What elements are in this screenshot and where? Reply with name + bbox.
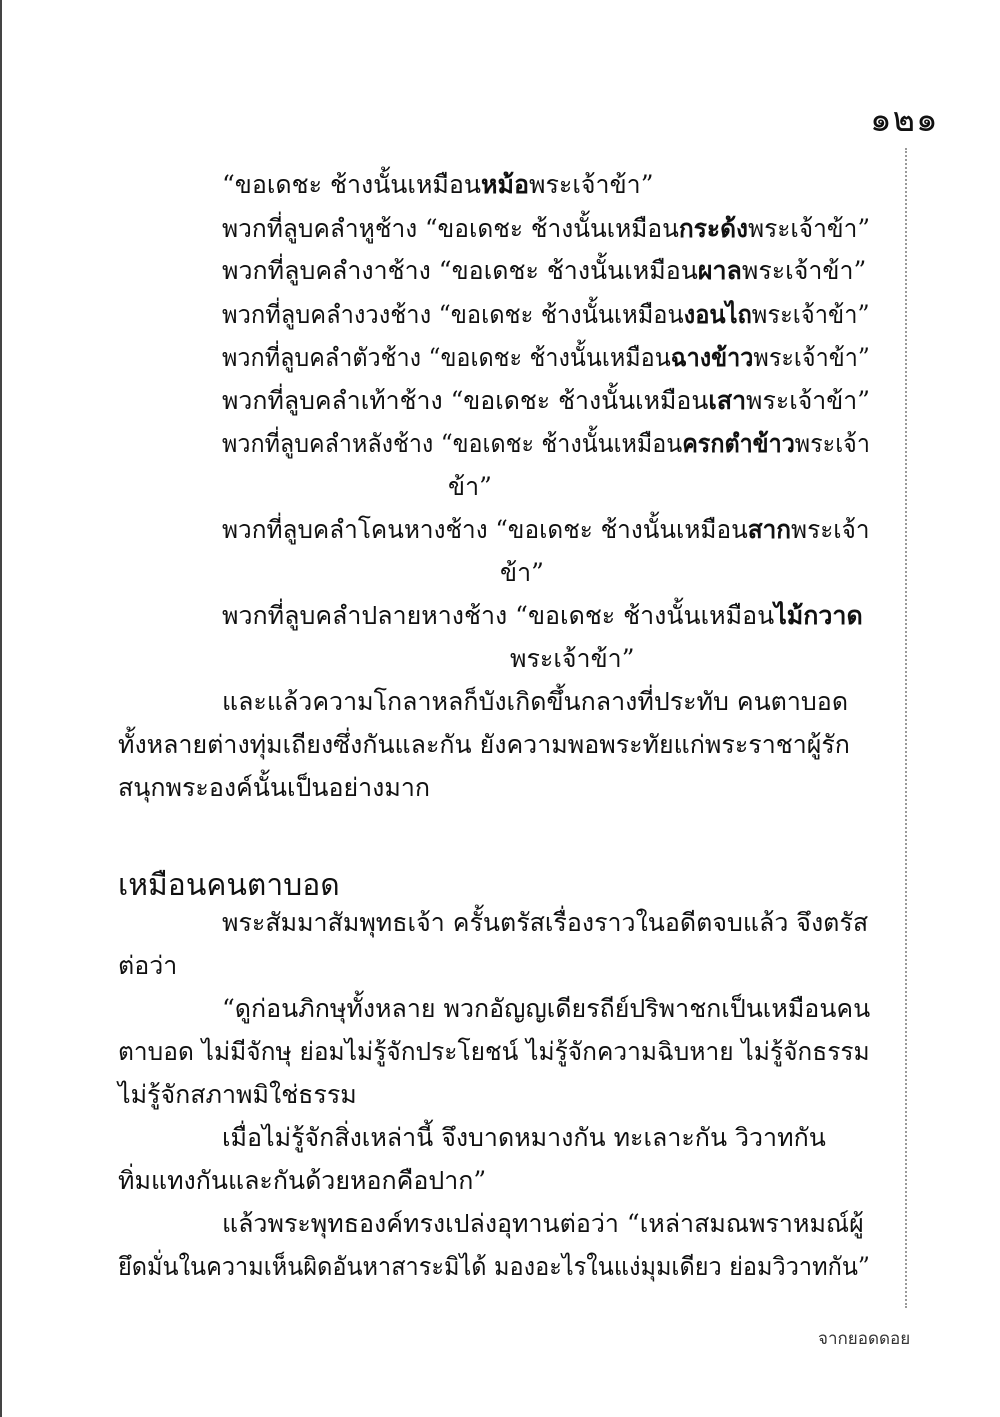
paragraph-line: พระสัมมาสัมพุทธเจ้า ครั้นตรัสเรื่องราวในอดีตจบแล้ว จึงตรัส: [222, 908, 869, 937]
section-heading: เหมือนคนตาบอด: [118, 868, 340, 903]
quote-line: พระเจ้าข้า”: [510, 644, 635, 673]
paragraph-line: เมื่อไม่รู้จักสิ่งเหล่านี้ จึงบาดหมางกัน ทะเลาะกัน วิวาทกัน: [222, 1123, 826, 1152]
dotted-margin-line: [905, 148, 907, 1308]
paragraph-line: สนุกพระองค์นั้นเป็นอย่างมาก: [118, 773, 431, 802]
quote-line: พวกที่ลูบคลำงาช้าง “ขอเดชะ ช้างนั้นเหมือนผาลพระเจ้าข้า”: [222, 256, 867, 285]
paragraph-line: ทิ่มแทงกันและกันด้วยหอกคือปาก”: [118, 1166, 487, 1195]
paragraph-line: ยึดมั่นในความเห็นผิดอันหาสาระมิได้ มองอะไรในแง่มุมเดียว ย่อมวิวาทกัน”: [118, 1252, 870, 1281]
paragraph-line: ไม่รู้จักสภาพมิใช่ธรรม: [118, 1080, 357, 1109]
quote-line: พวกที่ลูบคลำหลังช้าง “ขอเดชะ ช้างนั้นเหมือนครกตำข้าวพระเจ้า: [222, 429, 870, 458]
paragraph-line: แล้วพระพุทธองค์ทรงเปล่งอุทานต่อว่า “เหล่าสมณพราหมณ์ผู้: [222, 1209, 864, 1238]
quote-line: “ขอเดชะ ช้างนั้นเหมือนหม้อพระเจ้าข้า”: [222, 170, 654, 199]
page-edge-line: [0, 0, 2, 1417]
quote-line: พวกที่ลูบคลำปลายหางช้าง “ขอเดชะ ช้างนั้นเหมือนไม้กวาด: [222, 601, 863, 630]
quote-line: พวกที่ลูบคลำตัวช้าง “ขอเดชะ ช้างนั้นเหมือนฉางข้าวพระเจ้าข้า”: [222, 343, 870, 372]
page-number: ๑๒๑: [870, 100, 939, 140]
paragraph-line: ทั้งหลายต่างทุ่มเถียงซึ่งกันและกัน ยังความพอพระทัยแก่พระราชาผู้รัก: [118, 730, 850, 759]
quote-line: พวกที่ลูบคลำเท้าช้าง “ขอเดชะ ช้างนั้นเหมือนเสาพระเจ้าข้า”: [222, 386, 870, 415]
quote-line: พวกที่ลูบคลำงวงช้าง “ขอเดชะ ช้างนั้นเหมือนงอนไถพระเจ้าข้า”: [222, 300, 870, 329]
paragraph-line: ตาบอด ไม่มีจักษุ ย่อมไม่รู้จักประโยชน์ ไม่รู้จักความฉิบหาย ไม่รู้จักธรรม: [118, 1037, 870, 1066]
paragraph-line: ต่อว่า: [118, 951, 178, 980]
paragraph-line: “ดูก่อนภิกษุทั้งหลาย พวกอัญญเดียรถีย์ปริพาชกเป็นเหมือนคน: [222, 994, 871, 1023]
quote-line: ข้า”: [448, 472, 492, 501]
quote-line: ข้า”: [500, 558, 544, 587]
quote-line: พวกที่ลูบคลำโคนหางช้าง “ขอเดชะ ช้างนั้นเหมือนสากพระเจ้า: [222, 515, 870, 544]
paragraph-line: และแล้วความโกลาหลก็บังเกิดขึ้นกลางที่ประทับ คนตาบอด: [222, 687, 849, 716]
quote-line: พวกที่ลูบคลำหูช้าง “ขอเดชะ ช้างนั้นเหมือนกระด้งพระเจ้าข้า”: [222, 214, 870, 243]
page-footer: จากยอดดอย: [818, 1329, 911, 1349]
